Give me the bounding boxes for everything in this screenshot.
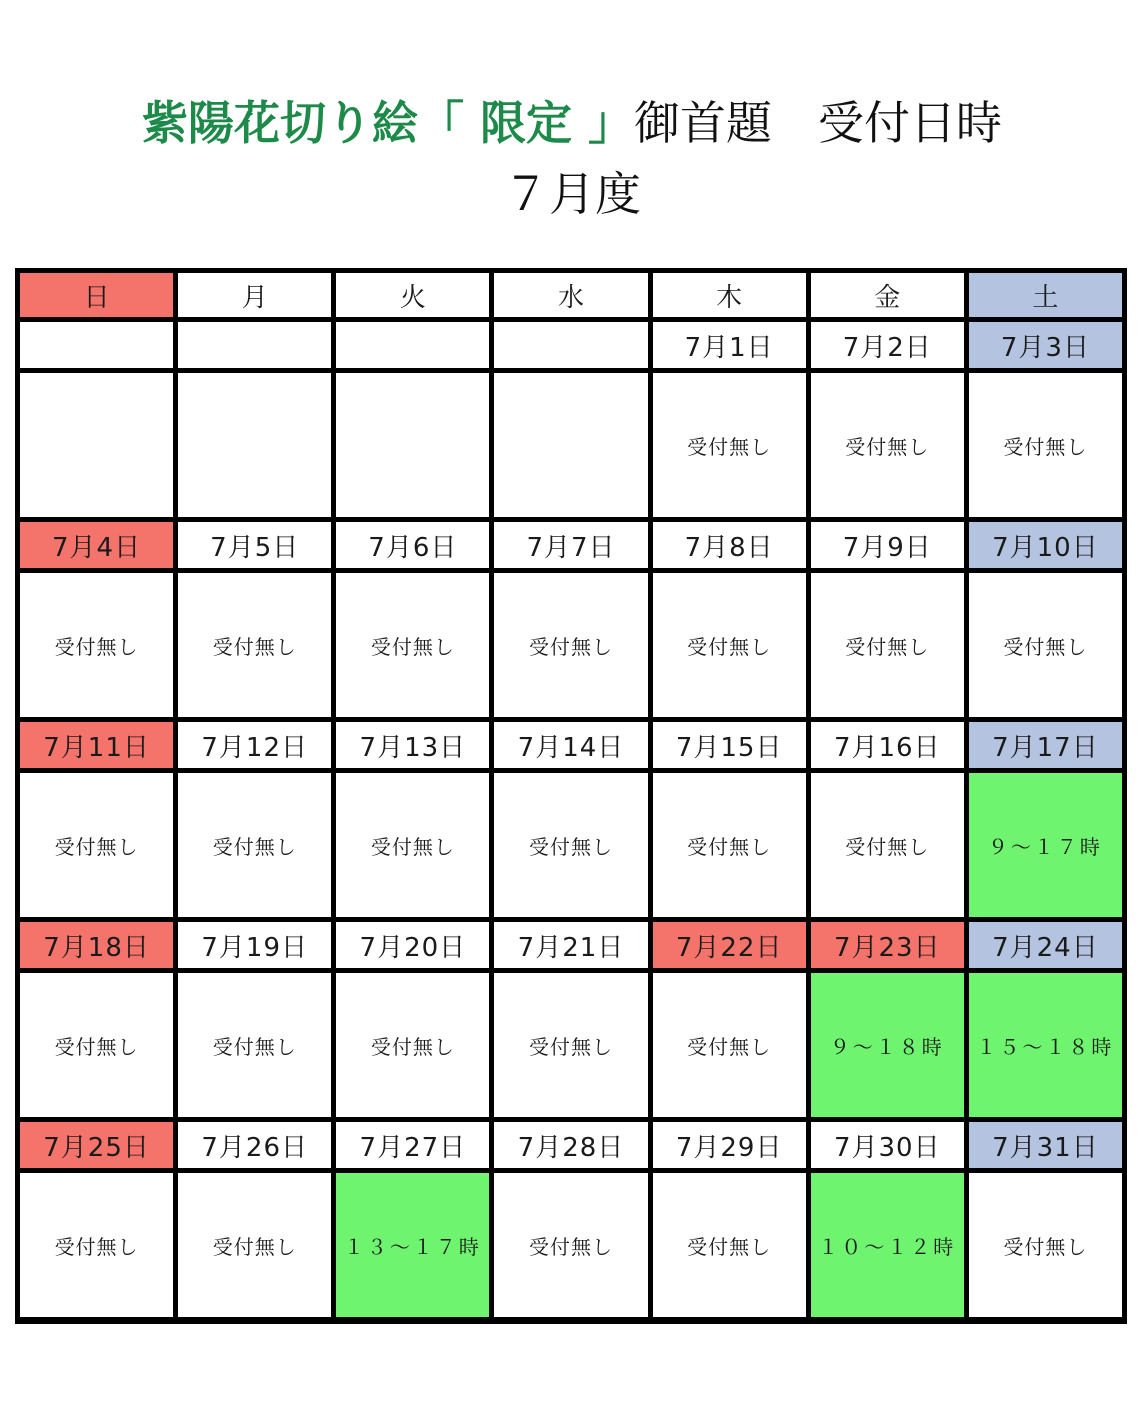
- reception-status-cell: 受付無し: [653, 1173, 806, 1317]
- reception-hours-cell: ９～１８時: [811, 973, 964, 1117]
- date-cell: 7月20日: [336, 922, 489, 968]
- month-title: ７月度: [503, 167, 641, 221]
- date-cell: 7月17日: [969, 722, 1122, 768]
- weekday-header: 水: [494, 273, 647, 317]
- empty-date-cell: [336, 322, 489, 368]
- date-cell: 7月29日: [653, 1122, 806, 1168]
- title-highlight: 紫陽花切り絵「 限定 」: [141, 96, 635, 150]
- date-cell: 7月7日: [494, 522, 647, 568]
- title-main: 御首題 受付日時: [634, 96, 1003, 150]
- weekday-header: 土: [969, 273, 1122, 317]
- date-cell: 7月1日: [653, 322, 806, 368]
- date-cell: 7月9日: [811, 522, 964, 568]
- reception-hours-cell: １３～１７時: [336, 1173, 489, 1317]
- date-cell: 7月8日: [653, 522, 806, 568]
- date-cell: 7月16日: [811, 722, 964, 768]
- reception-status-cell: 受付無し: [20, 1173, 173, 1317]
- reception-status-cell: 受付無し: [653, 973, 806, 1117]
- empty-date-cell: [20, 322, 173, 368]
- date-cell: 7月26日: [178, 1122, 331, 1168]
- weekday-header: 金: [811, 273, 964, 317]
- weekday-header: 火: [336, 273, 489, 317]
- date-cell: 7月28日: [494, 1122, 647, 1168]
- reception-status-cell: 受付無し: [653, 773, 806, 917]
- calendar-grid: [15, 268, 1127, 1324]
- reception-status-cell: 受付無し: [494, 1173, 647, 1317]
- reception-status-cell: 受付無し: [20, 573, 173, 717]
- date-cell: 7月23日: [811, 922, 964, 968]
- reception-status-cell: 受付無し: [653, 373, 806, 517]
- title-line: [0, 88, 1144, 158]
- reception-hours-cell: １０～１２時: [811, 1173, 964, 1317]
- date-cell: 7月22日: [653, 922, 806, 968]
- reception-status-cell: 受付無し: [178, 773, 331, 917]
- reception-hours-cell: １５～１８時: [969, 973, 1122, 1117]
- reception-status-cell: 受付無し: [494, 773, 647, 917]
- page-title: [0, 88, 1144, 228]
- date-cell: 7月18日: [20, 922, 173, 968]
- reception-status-cell: 受付無し: [494, 973, 647, 1117]
- reception-status-cell: 受付無し: [336, 973, 489, 1117]
- date-cell: 7月14日: [494, 722, 647, 768]
- date-cell: 7月6日: [336, 522, 489, 568]
- reception-status-cell: 受付無し: [811, 573, 964, 717]
- date-cell: 7月4日: [20, 522, 173, 568]
- date-cell: 7月25日: [20, 1122, 173, 1168]
- date-cell: 7月3日: [969, 322, 1122, 368]
- reception-status-cell: 受付無し: [20, 773, 173, 917]
- date-cell: 7月12日: [178, 722, 331, 768]
- date-cell: 7月11日: [20, 722, 173, 768]
- reception-status-cell: 受付無し: [969, 573, 1122, 717]
- reception-status-cell: 受付無し: [653, 573, 806, 717]
- date-cell: 7月21日: [494, 922, 647, 968]
- weekday-header: 月: [178, 273, 331, 317]
- date-cell: 7月19日: [178, 922, 331, 968]
- reception-hours-cell: ９～１７時: [969, 773, 1122, 917]
- reception-status-cell: 受付無し: [811, 773, 964, 917]
- reception-status-cell: 受付無し: [811, 373, 964, 517]
- reception-status-cell: [178, 373, 331, 517]
- reception-status-cell: 受付無し: [336, 773, 489, 917]
- reception-status-cell: 受付無し: [178, 1173, 331, 1317]
- reception-status-cell: 受付無し: [20, 973, 173, 1117]
- reception-status-cell: 受付無し: [494, 573, 647, 717]
- reception-status-cell: [494, 373, 647, 517]
- date-cell: 7月30日: [811, 1122, 964, 1168]
- date-cell: 7月5日: [178, 522, 331, 568]
- reception-status-cell: 受付無し: [336, 573, 489, 717]
- weekday-header: 木: [653, 273, 806, 317]
- reception-status-cell: 受付無し: [969, 373, 1122, 517]
- date-cell: 7月24日: [969, 922, 1122, 968]
- date-cell: 7月15日: [653, 722, 806, 768]
- date-cell: 7月10日: [969, 522, 1122, 568]
- date-cell: 7月2日: [811, 322, 964, 368]
- date-cell: 7月31日: [969, 1122, 1122, 1168]
- date-cell: 7月27日: [336, 1122, 489, 1168]
- date-cell: 7月13日: [336, 722, 489, 768]
- empty-date-cell: [494, 322, 647, 368]
- reception-status-cell: 受付無し: [969, 1173, 1122, 1317]
- empty-date-cell: [178, 322, 331, 368]
- reception-status-cell: 受付無し: [178, 573, 331, 717]
- reception-status-cell: 受付無し: [178, 973, 331, 1117]
- weekday-header: 日: [20, 273, 173, 317]
- reception-status-cell: [336, 373, 489, 517]
- reception-status-cell: [20, 373, 173, 517]
